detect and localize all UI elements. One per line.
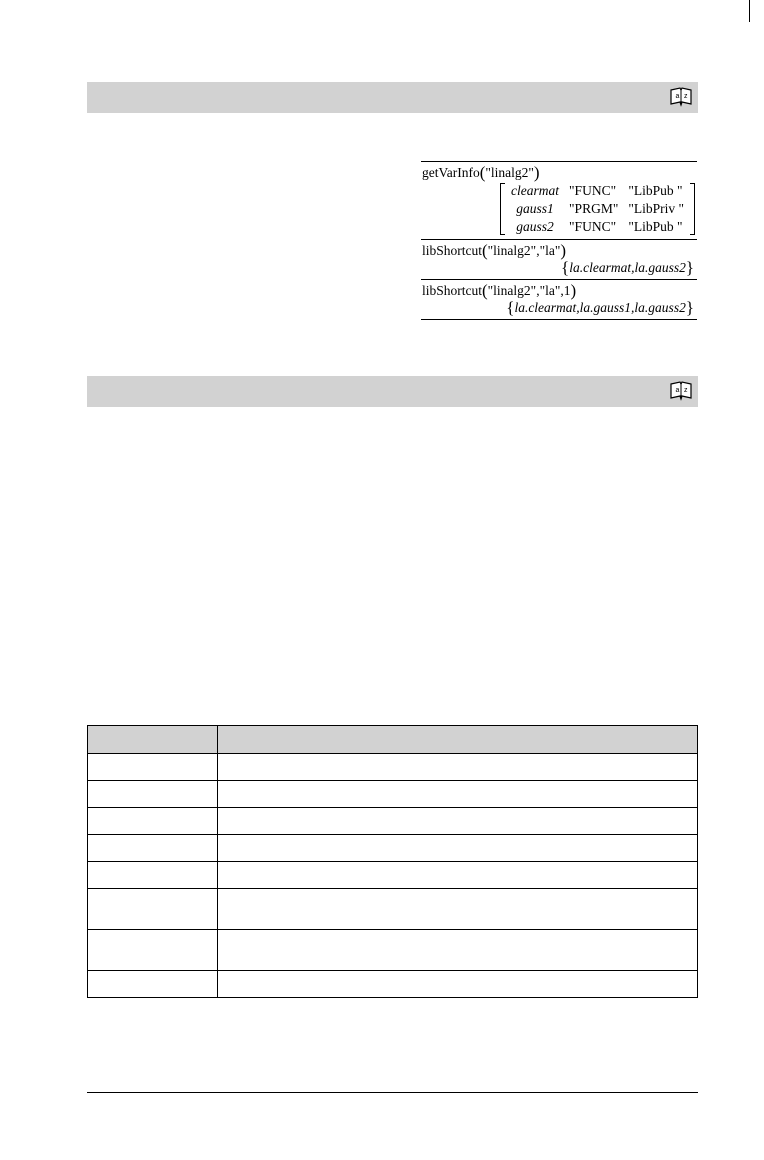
svg-text:a: a: [675, 387, 680, 394]
example-getvarinfo: [421, 161, 697, 239]
catalog-book-icon: [670, 381, 692, 401]
catalog-book-icon: [670, 87, 692, 107]
matrix-row: gauss2 "FUNC" "LibPub ": [516, 219, 683, 234]
footer-rule: [87, 1092, 698, 1093]
example-libshortcut-private: [421, 279, 697, 320]
examples-panel: [421, 161, 697, 320]
table-row: [88, 835, 698, 862]
table-row: [88, 781, 698, 808]
example-input: getVarInfo("linalg2"): [422, 163, 540, 182]
svg-text:z: z: [684, 387, 688, 394]
example-input: libShortcut("linalg2","la",1): [422, 281, 577, 300]
example-input: libShortcut("linalg2","la"): [422, 241, 566, 260]
table-row: [88, 754, 698, 781]
table-row: [88, 971, 698, 998]
table-row: [88, 889, 698, 930]
reference-table: [87, 725, 698, 998]
matrix-row: gauss1 "PRGM" "LibPriv ": [516, 201, 684, 216]
table-header-row: [88, 726, 698, 754]
example-libshortcut: [421, 239, 697, 279]
svg-text:z: z: [684, 93, 688, 100]
crop-mark: [749, 0, 750, 22]
table-row: [88, 862, 698, 889]
example-output: {la.clearmat,la.gauss2}: [561, 258, 694, 277]
example-output: {la.clearmat,la.gauss1,la.gauss2}: [506, 298, 694, 317]
section-header-bar: [87, 376, 698, 407]
table-row: [88, 808, 698, 835]
result-matrix: [500, 182, 695, 236]
section-header-bar: [87, 82, 698, 113]
svg-text:a: a: [675, 93, 680, 100]
table-row: [88, 930, 698, 971]
matrix-row: clearmat "FUNC" "LibPub ": [511, 183, 683, 198]
